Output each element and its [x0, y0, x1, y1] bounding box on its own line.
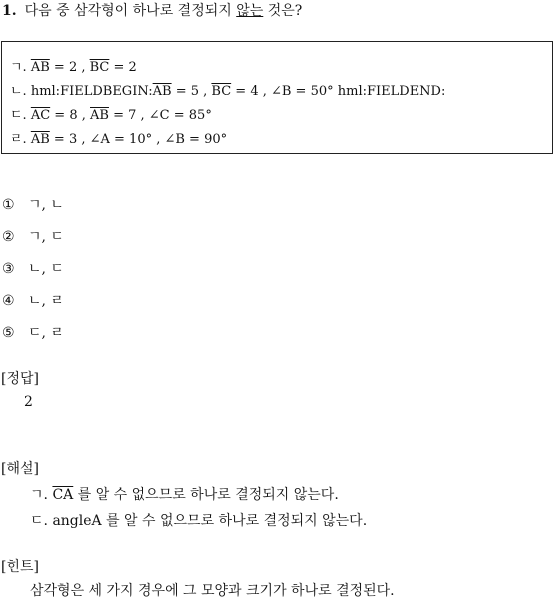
hint-heading: [힌트] — [1, 559, 39, 575]
item-label: ㄴ. — [10, 84, 31, 99]
condition-line — [10, 128, 227, 147]
overlined-segment: $\overline{AB}$ — [152, 84, 172, 99]
answer-value: 2 — [24, 394, 33, 410]
choice-text: ㄴ, ㄹ — [28, 293, 64, 309]
text-segment: 를 알 수 없으므로 하나로 결정되지 않는다. — [73, 487, 339, 503]
choice-2[interactable] — [2, 226, 64, 246]
question-title — [2, 0, 302, 20]
choice-mark: ④ — [2, 293, 15, 309]
question-text-after: 것은? — [263, 3, 303, 19]
text-segment: = 7 , ∠C = 85° — [108, 108, 212, 123]
question-text-before: 다음 중 삼각형이 하나로 결정되지 — [24, 3, 237, 19]
item-label: ㄱ. — [10, 60, 31, 75]
overlined-segment: $\overline{AB}$ — [90, 108, 109, 123]
choice-5[interactable] — [2, 322, 64, 342]
question-text-underlined: 않는 — [236, 3, 264, 19]
explanation-heading: [해설] — [1, 461, 39, 477]
overlined-segment: $\overline{AC}$ — [30, 108, 51, 123]
choice-text: ㄱ, ㄴ — [28, 197, 64, 213]
item-label: ㄷ. — [10, 108, 31, 123]
text-segment: = 3 , ∠A = 10° , ∠B = 90° — [49, 132, 228, 147]
overlined-segment: $\overline{AB}$ — [30, 60, 50, 75]
text-segment: = 2 — [109, 60, 137, 75]
choice-text: ㄴ, ㄷ — [28, 261, 64, 277]
condition-line — [10, 56, 137, 75]
choice-mark: ③ — [2, 261, 15, 277]
text-segment: = 2 , — [49, 60, 90, 75]
explanation-line — [30, 510, 367, 530]
choice-4[interactable] — [2, 290, 64, 310]
text-segment: = 8 , — [50, 108, 90, 123]
choice-3[interactable] — [2, 258, 64, 278]
choice-mark: ① — [2, 197, 15, 213]
overlined-segment: $\overline{BC}$ — [211, 84, 232, 99]
question-number: 1. — [2, 3, 17, 19]
explanation-line — [30, 484, 339, 504]
choice-mark: ② — [2, 229, 15, 245]
text-segment: hml:FIELDBEGIN: — [30, 84, 153, 99]
condition-line — [10, 80, 445, 99]
item-label: ㄱ. — [30, 487, 53, 503]
conditions-box — [1, 41, 553, 154]
condition-line — [10, 104, 212, 123]
choice-1[interactable] — [2, 194, 64, 214]
choice-text: ㄷ, ㄹ — [28, 325, 64, 341]
choice-text: ㄱ, ㄷ — [28, 229, 64, 245]
choice-mark: ⑤ — [2, 325, 15, 341]
overlined-segment: $\overline{CA}$ — [52, 487, 74, 503]
hint-text: 삼각형은 세 가지 경우에 그 모양과 크기가 하나로 결정된다. — [30, 583, 395, 599]
text-segment: = 5 , — [171, 84, 212, 99]
text-segment: = 4 , ∠B = 50° hml:FIELDEND: — [231, 84, 446, 99]
item-label: ㄷ. — [30, 513, 53, 529]
answer-heading: [정답] — [1, 371, 39, 387]
overlined-segment: $\overline{AB}$ — [30, 132, 50, 147]
item-label: ㄹ. — [10, 132, 31, 147]
overlined-segment: $\overline{BC}$ — [89, 60, 110, 75]
text-segment: angleA 를 알 수 없으므로 하나로 결정되지 않는다. — [52, 513, 368, 529]
